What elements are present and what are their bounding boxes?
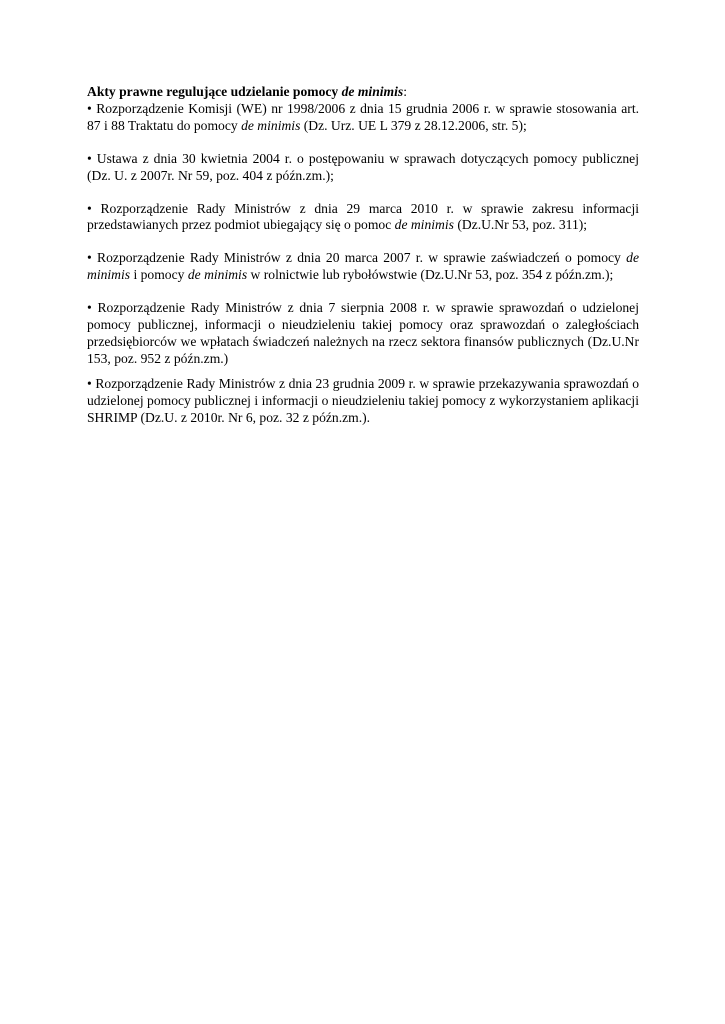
legal-act-item [87, 250, 639, 284]
document-body [87, 84, 639, 443]
legal-act-text: w rolnictwie lub rybołówstwie (Dz.U.Nr 53, poz. 354 z późn.zm.); [247, 267, 614, 283]
legal-act-italic: de minimis [87, 250, 639, 283]
document-heading [87, 84, 639, 101]
legal-act-italic: de minimis [187, 267, 248, 283]
legal-act-item [87, 300, 639, 368]
legal-act-item [87, 201, 639, 235]
legal-act-item [87, 151, 639, 185]
legal-act-text: • Ustawa z dnia 30 kwietnia 2004 r. o postępowaniu w sprawach dotyczących pomocy publicznej (Dz. U. z 2007r. Nr 59, poz. 404 z późn.zm.); [87, 150, 639, 183]
legal-act-item [87, 376, 639, 427]
legal-act-text: i pomocy [130, 267, 188, 283]
legal-act-text: • Rozporządzenie Rady Ministrów z dnia 29 marca 2010 r. w sprawie zakresu informacji przedstawianych przez podmiot ubiegający się o pomoc [87, 200, 639, 233]
legal-act-text: • Rozporządzenie Komisji (WE) nr 1998/2006 z dnia 15 grudnia 2006 r. w sprawie stosowania art. 87 i 88 Traktatu do pomocy [87, 100, 639, 133]
legal-act-item [87, 101, 639, 135]
legal-act-italic: de minimis [394, 217, 454, 233]
legal-act-italic: de minimis [241, 117, 301, 133]
legal-act-text: • Rozporządzenie Rady Ministrów z dnia 7 sierpnia 2008 r. w sprawie sprawozdań o udzielonej pomocy publicznej, informacji o nieudzieleniu takiej pomocy oraz sprawozdań o zaległościach przedsiębiorców we wpłatach świadczeń należnych na rzecz sektora finansów publicznych (Dz.U.Nr 153, poz. 952 z późn.zm.) [87, 300, 639, 366]
heading-text: Akty prawne regulujące udzielanie pomocy [87, 84, 342, 99]
heading-italic: de minimis [341, 84, 404, 99]
legal-act-text: (Dz.U.Nr 53, poz. 311); [453, 217, 588, 233]
heading-suffix: : [403, 84, 407, 99]
legal-act-text: • Rozporządzenie Rady Ministrów z dnia 23 grudnia 2009 r. w sprawie przekazywania sprawozdań o udzielonej pomocy publicznej i informacji o nieudzieleniu takiej pomocy z wykorzystaniem aplikacji SHRIMP (Dz.U. z 2010r. Nr 6, poz. 32 z późn.zm.). [87, 375, 639, 425]
legal-act-text: • Rozporządzenie Rady Ministrów z dnia 20 marca 2007 r. w sprawie zaświadczeń o pomocy [87, 250, 627, 266]
legal-act-text: (Dz. Urz. UE L 379 z 28.12.2006, str. 5); [300, 117, 527, 133]
